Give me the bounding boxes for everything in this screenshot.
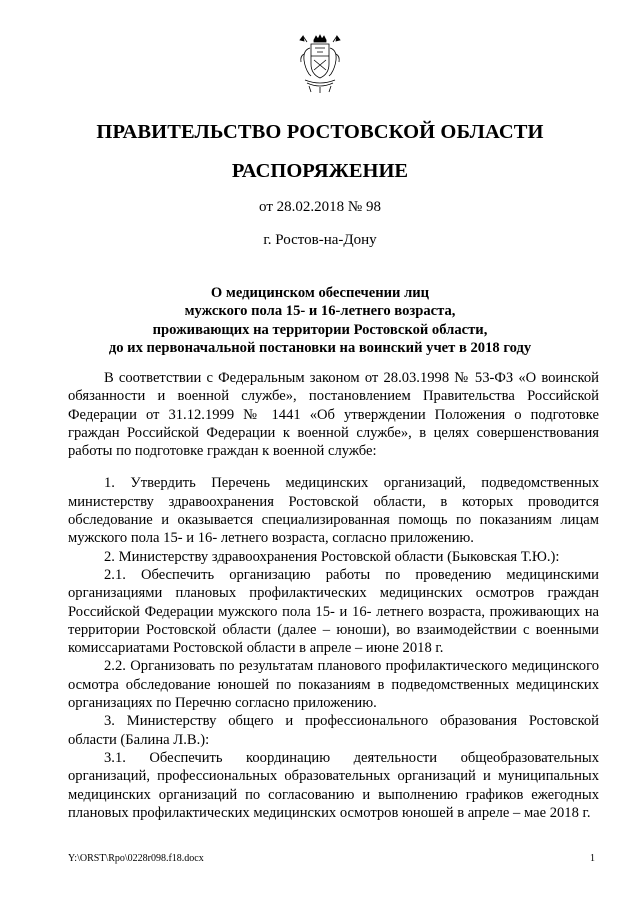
- item-paragraph: 2.2. Организовать по результатам планового профилактического медицинского осмотра обследование юношей по показаниям в подведомственных медицинских организациях по Перечню согласно приложению.: [68, 658, 599, 712]
- document-city: г. Ростов-на-Дону: [263, 232, 377, 248]
- preamble-paragraph: В соответствии с Федеральным законом от 28.03.1998 № 53-ФЗ «О воинской обязанности и военной службе», постановлением Правительства Российской Федерации от 31.12.1999 № 1441 «Об утверждении Положения о подготовке граждан Российской Федерации к военной службе», в целях совершенствования работы по подготовке граждан к военной службе:: [68, 370, 599, 460]
- rostov-oblast-coat-of-arms-icon: [297, 34, 343, 94]
- item-paragraph: 3.1. Обеспечить координацию деятельности общеобразовательных организаций, профессиональных образовательных организаций и муниципальных медицинских организаций по согласованию и выполнению графиков ежегодных плановых профилактических медицинских осмотров юношей в апреле – мае 2018 г.: [68, 749, 599, 821]
- document-date-number: от 28.02.2018 № 98: [259, 199, 381, 215]
- document-body: [68, 369, 599, 822]
- subject-line: О медицинском обеспечении лиц: [210, 285, 430, 301]
- item-paragraph: 1. Утвердить Перечень медицинских организаций, подведомственных министерству здравоохранения Ростовской области, в которых проводится обследование и оказывается специализированная помощь по показаниям лицам мужского пола 15- и 16- летнего возраста, согласно приложению.: [68, 475, 599, 547]
- government-name: ПРАВИТЕЛЬСТВО РОСТОВСКОЙ ОБЛАСТИ: [96, 121, 544, 143]
- subject-line: до их первоначальной постановки на воинский учет в 2018 году: [108, 340, 532, 357]
- subject-line: проживающих на территории Ростовской области,: [152, 321, 488, 338]
- item-paragraph: 2. Министерству здравоохранения Ростовской области (Быковская Т.Ю.):: [104, 548, 560, 565]
- footer-file-path: Y:\ORST\Rpo\0228r098.f18.docx: [68, 853, 204, 864]
- subject-line: мужского пола 15- и 16-летнего возраста,: [184, 303, 456, 320]
- item-paragraph: 2.1. Обеспечить организацию работы по проведению медицинскими организациями плановых профилактических медицинских осмотров граждан Российской Федерации мужского пола 15- и 16- летнего возраста, проживающих на территории Ростовской области (далее – юноши), во взаимодействии с военными комиссариатами Ростовской области в апреле – июне 2018 г.: [68, 566, 599, 657]
- item-paragraph: 3. Министерству общего и профессионального образования Ростовской области (Балина Л.В.):: [68, 713, 599, 748]
- document-type: РАСПОРЯЖЕНИЕ: [231, 160, 409, 182]
- page-number: 1: [590, 853, 595, 864]
- document-subject: [60, 284, 580, 358]
